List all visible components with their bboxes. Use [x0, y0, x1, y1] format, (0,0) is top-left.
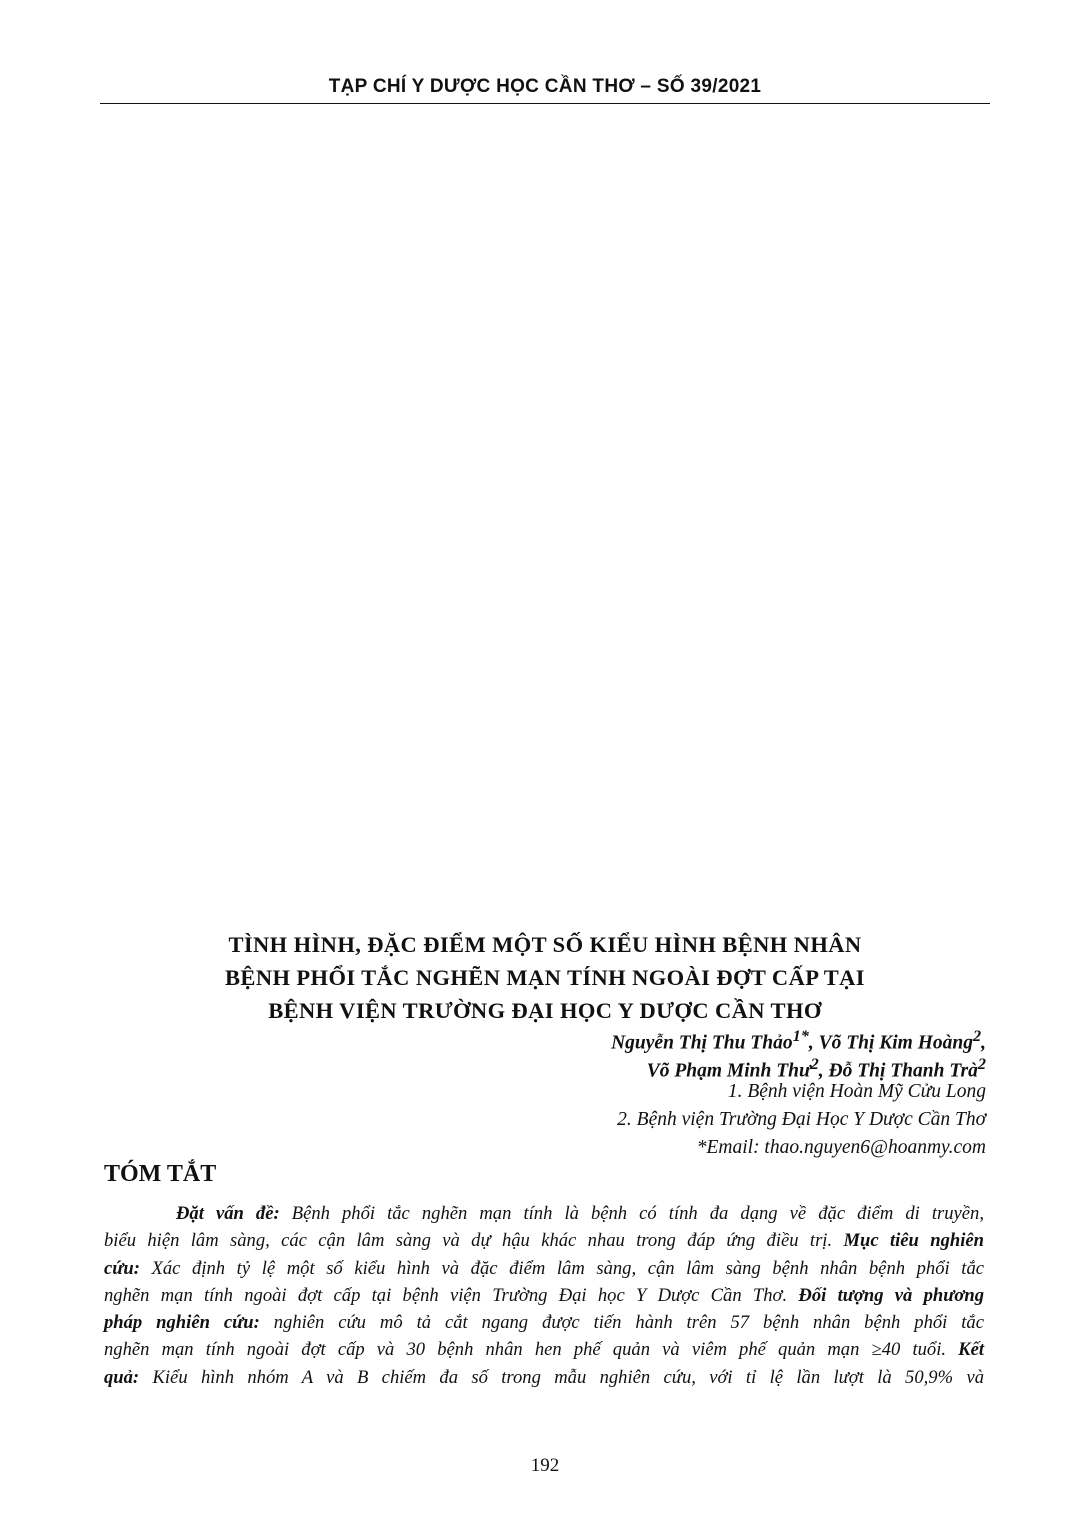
abstract-line: cứu: Xác định tỷ lệ một số kiểu hình và đặc điểm lâm sàng, cận lâm sàng bệnh nhân bệnh phổi tắc	[104, 1257, 984, 1279]
abstract-heading: TÓM TẮT	[104, 1161, 217, 1187]
abstract-line: quả: Kiểu hình nhóm A và B chiếm đa số trong mẫu nghiên cứu, với tỉ lệ lần lượt là 50,9% và	[104, 1366, 984, 1388]
affiliation-1: 1. Bệnh viện Hoàn Mỹ Cửu Long	[727, 1081, 986, 1102]
abstract-label: Mục tiêu nghiên	[843, 1230, 984, 1252]
abstract-line: pháp nghiên cứu: nghiên cứu mô tả cắt ngang được tiến hành trên 57 bệnh nhân bệnh phổi tắc	[104, 1312, 984, 1334]
author-affiliation-mark: 2	[977, 1055, 986, 1073]
abstract-label: Kết	[958, 1339, 984, 1361]
author-affiliation-mark: 2	[973, 1027, 982, 1045]
author-affiliation-mark: 1*	[792, 1027, 809, 1045]
author-name: Nguyễn Thị Thu Thảo	[611, 1032, 793, 1054]
page-number: 192	[530, 1455, 560, 1476]
abstract-label: pháp nghiên cứu:	[104, 1312, 260, 1334]
abstract-body	[104, 1200, 984, 1391]
affiliation-2: 2. Bệnh viện Trường Đại Học Y Dược Cần Thơ	[617, 1109, 986, 1130]
abstract-label: Đối tượng và phương	[798, 1284, 984, 1306]
abstract-line: biểu hiện lâm sàng, các cận lâm sàng và dự hậu khác nhau trong đáp ứng điều trị. Mục tiêu nghiên	[104, 1230, 984, 1252]
journal-header: TẠP CHÍ Y DƯỢC HỌC CẦN THƠ – SỐ 39/2021	[328, 76, 762, 97]
abstract-line: nghẽn mạn tính ngoài đợt cấp tại bệnh viện Trường Đại học Y Dược Cần Thơ. Đối tượng và phương	[104, 1284, 984, 1306]
title-line-2: BỆNH PHỔI TẮC NGHẼN MẠN TÍNH NGOÀI ĐỢT CẤP TẠI	[225, 965, 865, 990]
contact-email: *Email: thao.nguyen6@hoanmy.com	[696, 1137, 986, 1158]
author-affiliation-mark: 2	[810, 1055, 819, 1073]
abstract-label: cứu:	[104, 1257, 140, 1279]
author-name: Võ Thị Kim Hoàng	[818, 1032, 973, 1054]
abstract-line: Đặt vấn đề: Bệnh phổi tắc nghẽn mạn tính là bệnh có tính đa dạng về đặc điểm di truyền,	[176, 1203, 985, 1224]
title-line-1: TÌNH HÌNH, ĐẶC ĐIỂM MỘT SỐ KIỂU HÌNH BỆNH NHÂN	[228, 932, 862, 957]
author-line-2: Võ Phạm Minh Thư$^2$, Đỗ Thị Thanh Trà$^2$	[646, 1055, 986, 1082]
header-divider	[100, 103, 990, 104]
author-line-1: Nguyễn Thị Thu Thảo$^{1*}$, Võ Thị Kim Hoàng$^2$,	[611, 1027, 986, 1054]
title-line-3: BỆNH VIỆN TRƯỜNG ĐẠI HỌC Y DƯỢC CẦN THƠ	[268, 998, 822, 1023]
abstract-label: Đặt vấn đề:	[176, 1203, 280, 1224]
abstract-label: quả:	[104, 1366, 140, 1388]
abstract-line: nghẽn mạn tính ngoài đợt cấp và 30 bệnh nhân hen phế quản và viêm phế quản mạn ≥40 tuổi. Kết	[104, 1339, 984, 1361]
author-name: Võ Phạm Minh Thư	[646, 1060, 811, 1082]
author-name: Đỗ Thị Thanh Trà	[828, 1060, 978, 1082]
